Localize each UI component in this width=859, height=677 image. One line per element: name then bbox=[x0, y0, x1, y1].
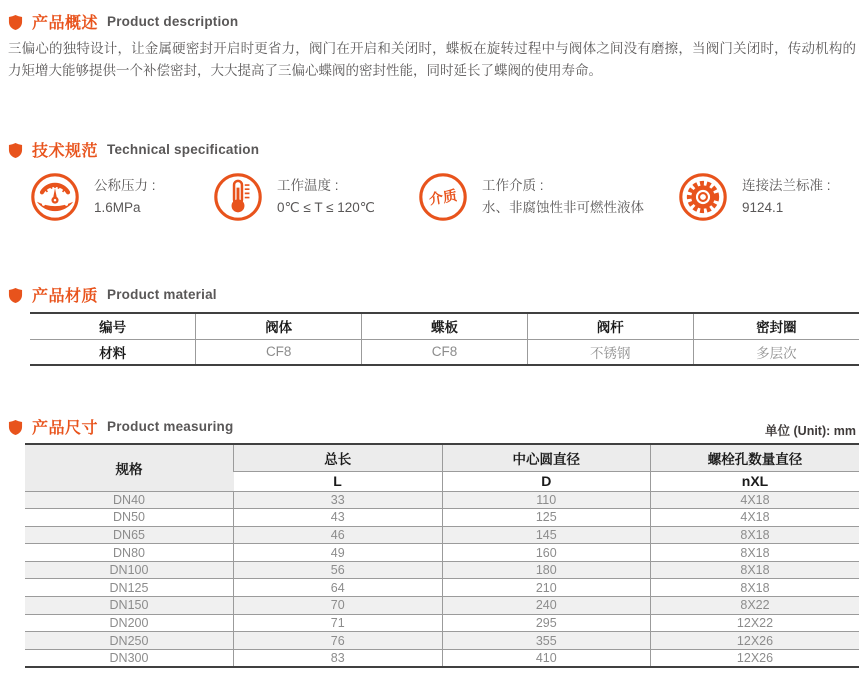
measuring-data-row bbox=[25, 632, 859, 650]
shield-bullet-icon bbox=[8, 14, 23, 31]
measuring-header-circle-diameter: 中心圆直径 bbox=[442, 444, 651, 471]
section-title-cn: 产品概述 bbox=[32, 15, 99, 32]
section-title-en: Product material bbox=[107, 287, 217, 302]
measuring-cell: 43 bbox=[234, 509, 443, 527]
spec-text bbox=[94, 175, 156, 219]
measuring-cell: 295 bbox=[442, 614, 651, 632]
material-header-cell: 阀体 bbox=[196, 313, 362, 339]
measuring-cell: 160 bbox=[442, 544, 651, 562]
material-header-cell: 密封圈 bbox=[693, 313, 859, 339]
measuring-data-row bbox=[25, 614, 859, 632]
material-header-cell: 阀杆 bbox=[527, 313, 693, 339]
measuring-cell: 12X22 bbox=[651, 614, 859, 632]
material-cell: 多层次 bbox=[693, 339, 859, 365]
measuring-table-body bbox=[25, 491, 859, 667]
measuring-cell: DN80 bbox=[25, 544, 234, 562]
section-header-measuring bbox=[8, 415, 233, 438]
section-title-cn: 技术规范 bbox=[32, 143, 99, 160]
tech-specs-row bbox=[0, 172, 859, 232]
material-header-row bbox=[30, 313, 859, 339]
shield-bullet-icon bbox=[8, 142, 23, 159]
shield-bullet-icon bbox=[8, 287, 23, 304]
measuring-data-row bbox=[25, 649, 859, 667]
measuring-cell: 8X18 bbox=[651, 544, 859, 562]
section-title-cn: 产品材质 bbox=[32, 288, 99, 305]
material-header-cell: 编号 bbox=[30, 313, 196, 339]
measuring-cell: 64 bbox=[234, 579, 443, 597]
measuring-cell: 180 bbox=[442, 561, 651, 579]
section-header-material bbox=[8, 283, 217, 306]
spec-text bbox=[742, 175, 831, 219]
section-title-en: Product description bbox=[107, 14, 239, 29]
measuring-cell: DN65 bbox=[25, 526, 234, 544]
spec-value: 1.6MPa bbox=[94, 200, 141, 215]
measuring-cell: 110 bbox=[442, 491, 651, 509]
measuring-cell: DN200 bbox=[25, 614, 234, 632]
measuring-data-row bbox=[25, 544, 859, 562]
measuring-data-row bbox=[25, 526, 859, 544]
section-header-overview bbox=[8, 10, 238, 33]
measuring-cell: 410 bbox=[442, 649, 651, 667]
section-title-cn: 产品尺寸 bbox=[32, 420, 99, 437]
measuring-cell: DN50 bbox=[25, 509, 234, 527]
unit-label: 单位 (Unit): mm bbox=[765, 424, 856, 438]
measuring-cell: 46 bbox=[234, 526, 443, 544]
measuring-data-row bbox=[25, 509, 859, 527]
medium-badge-icon bbox=[418, 172, 468, 222]
measuring-cell: DN150 bbox=[25, 597, 234, 615]
measuring-cell: 12X26 bbox=[651, 632, 859, 650]
spec-value: 水、非腐蚀性非可燃性液体 bbox=[482, 200, 644, 215]
measuring-cell: DN40 bbox=[25, 491, 234, 509]
measuring-cell: 355 bbox=[442, 632, 651, 650]
measuring-cell: 56 bbox=[234, 561, 443, 579]
spec-text bbox=[482, 175, 644, 219]
measuring-data-row bbox=[25, 597, 859, 615]
measuring-cell: 83 bbox=[234, 649, 443, 667]
measuring-cell: 210 bbox=[442, 579, 651, 597]
spec-value: 9124.1 bbox=[742, 200, 784, 215]
measuring-cell: 49 bbox=[234, 544, 443, 562]
measuring-cell: 8X18 bbox=[651, 526, 859, 544]
measuring-cell: 33 bbox=[234, 491, 443, 509]
material-cell: CF8 bbox=[196, 339, 362, 365]
measuring-subheader-nXL: nXL bbox=[651, 471, 859, 491]
spec-text bbox=[277, 175, 375, 219]
measuring-cell: 8X18 bbox=[651, 579, 859, 597]
measuring-group-header-row bbox=[25, 444, 859, 471]
section-header-specs bbox=[8, 138, 259, 161]
spec-item-temperature bbox=[213, 172, 375, 222]
material-cell: CF8 bbox=[362, 339, 528, 365]
shield-bullet-icon bbox=[8, 419, 23, 436]
material-data-row bbox=[30, 339, 859, 365]
measuring-cell: DN100 bbox=[25, 561, 234, 579]
measuring-table bbox=[25, 443, 859, 668]
material-cell: 材料 bbox=[99, 345, 127, 361]
spec-value: 0℃ ≤ T ≤ 120℃ bbox=[277, 200, 375, 215]
pressure-gauge-icon bbox=[30, 172, 80, 222]
measuring-subheader-L: L bbox=[234, 471, 443, 491]
overview-paragraph: 三偏心的独特设计，让金属硬密封开启时更省力，阀门在开启和关闭时，蝶板在旋转过程中与阀体之间没有磨擦，当阀门关闭时，传动机构的力矩增大能够提供一个补偿密封，大大提高了三偏心蝶阀的密封性能，同时延长了蝶阀的使用寿命。 bbox=[8, 41, 856, 78]
measuring-cell: 4X18 bbox=[651, 509, 859, 527]
measuring-data-row bbox=[25, 491, 859, 509]
measuring-cell: 71 bbox=[234, 614, 443, 632]
measuring-cell: 70 bbox=[234, 597, 443, 615]
spec-label: 工作介质 : bbox=[482, 178, 544, 193]
measuring-cell: 125 bbox=[442, 509, 651, 527]
measuring-cell: 12X26 bbox=[651, 649, 859, 667]
measuring-header-bolt-holes: 螺栓孔数量直径 bbox=[651, 444, 859, 471]
spec-item-pressure bbox=[30, 172, 156, 222]
flange-gear-icon bbox=[678, 172, 728, 222]
measuring-header-spec: 规格 bbox=[25, 444, 234, 491]
material-table bbox=[30, 312, 859, 366]
measuring-cell: 8X18 bbox=[651, 561, 859, 579]
section-title-en: Technical specification bbox=[107, 142, 260, 157]
measuring-cell: DN300 bbox=[25, 649, 234, 667]
spec-item-flange bbox=[678, 172, 831, 222]
measuring-data-row bbox=[25, 561, 859, 579]
thermometer-icon bbox=[213, 172, 263, 222]
measuring-cell: 145 bbox=[442, 526, 651, 544]
spec-item-medium bbox=[418, 172, 644, 222]
measuring-subheader-D: D bbox=[442, 471, 651, 491]
spec-label: 公称压力 : bbox=[94, 178, 156, 193]
spec-label: 连接法兰标准 : bbox=[742, 178, 831, 193]
measuring-cell: 240 bbox=[442, 597, 651, 615]
measuring-cell: 8X22 bbox=[651, 597, 859, 615]
measuring-cell: DN250 bbox=[25, 632, 234, 650]
material-header-cell: 蝶板 bbox=[362, 313, 528, 339]
svg-text:介质: 介质 bbox=[427, 187, 459, 208]
material-cell: 不锈钢 bbox=[527, 339, 693, 365]
measuring-cell: 4X18 bbox=[651, 491, 859, 509]
measuring-cell: 76 bbox=[234, 632, 443, 650]
measuring-data-row bbox=[25, 579, 859, 597]
measuring-header-length: 总长 bbox=[234, 444, 443, 471]
spec-label: 工作温度 : bbox=[277, 178, 339, 193]
section-title-en: Product measuring bbox=[107, 419, 234, 434]
measuring-cell: DN125 bbox=[25, 579, 234, 597]
